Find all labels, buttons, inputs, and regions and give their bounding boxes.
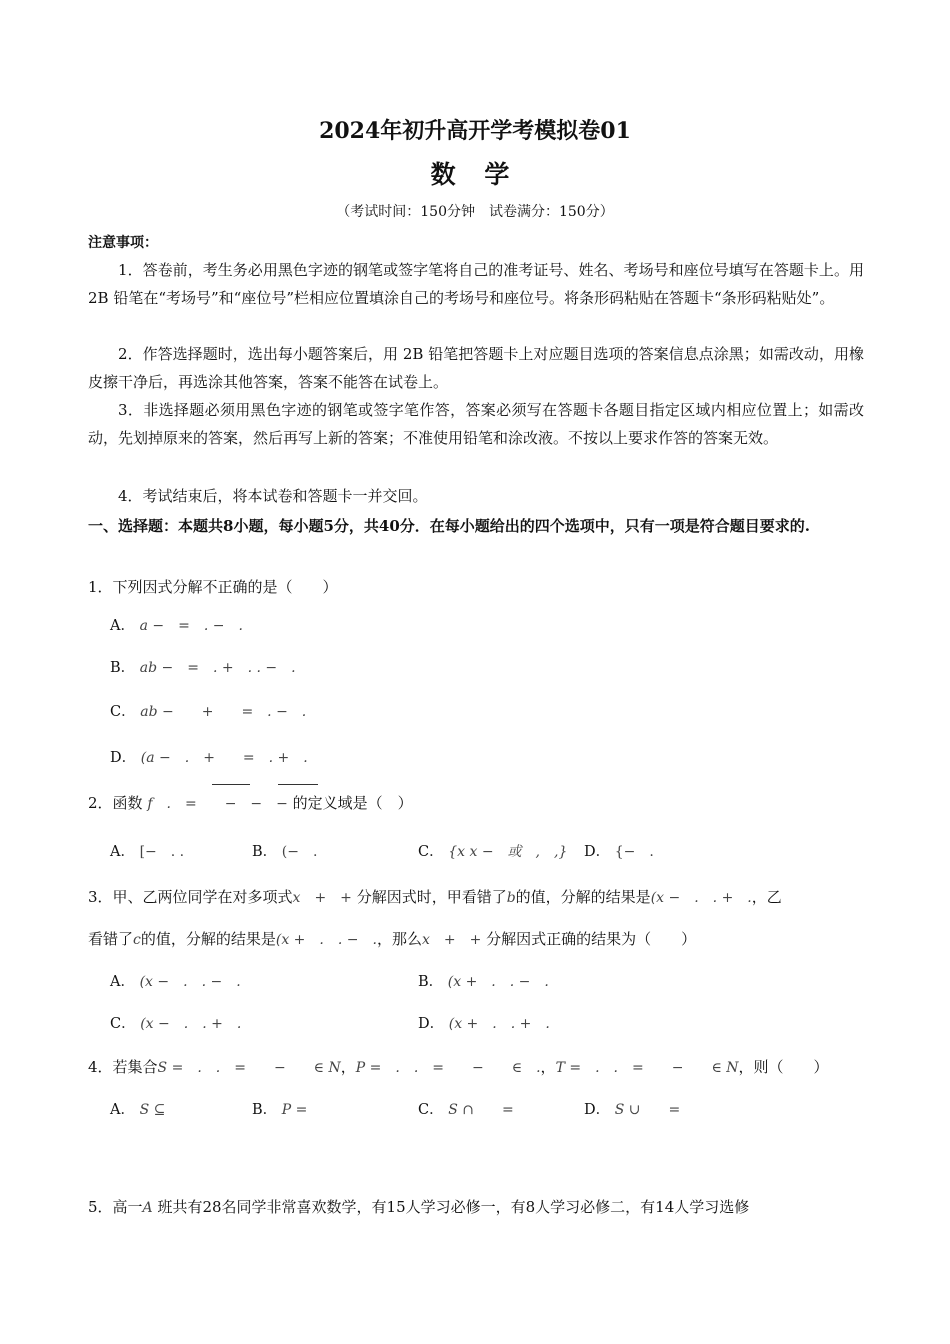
- q5-text: 5．高一: [88, 1198, 143, 1216]
- q4-text: ，则（ ）: [738, 1058, 829, 1076]
- option-label: C．: [418, 844, 444, 860]
- q2-option-c: [418, 840, 567, 861]
- option-label: A．: [110, 1102, 135, 1118]
- q2-option-a: [110, 840, 184, 861]
- option-math: ab − = . + . . − .: [139, 660, 296, 676]
- q4-option-a: [110, 1098, 165, 1119]
- radical-bar-1: [212, 784, 250, 785]
- q3-text: 3．甲、乙两位同学在对多项式: [88, 888, 293, 906]
- q3-text: 看错了: [88, 930, 134, 948]
- option-label: A．: [110, 618, 135, 634]
- option-label: B．: [252, 1102, 278, 1118]
- option-math: a − = . − .: [139, 618, 243, 634]
- exam-title: 2024年初升高开学考模拟卷01: [319, 118, 631, 144]
- q4-option-b: [252, 1098, 307, 1119]
- option-label: B．: [418, 974, 444, 990]
- option-label: D．: [110, 750, 137, 766]
- q3-math: c: [133, 932, 141, 948]
- q4-text: 4．若集合: [88, 1058, 158, 1076]
- q2-option-b: [252, 840, 317, 861]
- q2-suffix: 的定义域是（ ）: [292, 794, 413, 812]
- option-math: {x x − 或 , ,}: [448, 844, 568, 860]
- q3-option-c: [110, 1012, 241, 1033]
- q3-option-b: [418, 970, 549, 991]
- option-math: S ⊆: [139, 1102, 166, 1118]
- q1-option-b: [110, 656, 296, 677]
- question-3-line-2: [88, 928, 696, 949]
- option-math: S ∪ =: [614, 1102, 681, 1118]
- option-label: B．: [252, 844, 278, 860]
- q3-text: ，那么: [376, 930, 422, 948]
- option-label: B．: [110, 660, 136, 676]
- q3-text: 的值，分解的结果是: [515, 888, 651, 906]
- option-label: C．: [110, 1016, 136, 1032]
- radical-bar-2: [278, 784, 318, 785]
- q2-option-d: [584, 840, 654, 861]
- q3-math: b: [506, 890, 516, 906]
- question-1-stem: 1．下列因式分解不正确的是（ ）: [88, 578, 338, 596]
- notice-item-1: 1．答卷前，考生务必用黑色字迹的钢笔或签字笔将自己的准考证号、姓名、考场号和座位号填写在答题卡上。用 2B 铅笔在“考场号”和“座位号”栏相应位置填涂自己的考场号和座位号。将条形码粘贴在答题卡“条形码粘贴处”。: [88, 261, 864, 307]
- q3-option-a: [110, 970, 241, 991]
- option-math: ab − + = . − .: [140, 704, 307, 720]
- q3-text: 分解因式正确的结果为（ ）: [486, 930, 697, 948]
- subject-title: 数 学: [430, 160, 520, 189]
- q3-math: x + +: [421, 932, 482, 948]
- q4-math: S = . . = − ∈ N: [157, 1060, 341, 1076]
- option-label: C．: [110, 704, 136, 720]
- q4-math: T = . . = − ∈ N: [555, 1060, 739, 1076]
- option-label: A．: [110, 974, 135, 990]
- q2-function: f . = − − −: [147, 796, 288, 812]
- exam-info: （考试时间：150分钟 试卷满分：150分）: [336, 204, 614, 220]
- question-4-stem: [88, 1056, 829, 1077]
- q3-text: ，乙: [751, 888, 782, 906]
- q1-option-d: [110, 746, 308, 767]
- q4-text: ，: [540, 1058, 556, 1076]
- option-label: C．: [418, 1102, 444, 1118]
- question-5-stem: [88, 1196, 749, 1217]
- question-3-line-1: [88, 886, 782, 907]
- option-math: [− . .: [139, 844, 185, 860]
- notice-item-4: 4．考试结束后，将本试卷和答题卡一并交回。: [118, 487, 428, 505]
- q1-option-a: [110, 614, 243, 635]
- q4-option-d: [584, 1098, 680, 1119]
- q4-math: P = . . = − ∈ .: [355, 1060, 541, 1076]
- option-label: A．: [110, 844, 135, 860]
- q3-math: (x + . . − .: [275, 932, 377, 948]
- option-math: (x − . . + .: [140, 1016, 242, 1032]
- q5-text: 班共有28名同学非常喜欢数学，有15人学习必修一，有8人学习必修二，有14人学习选修: [157, 1198, 750, 1216]
- q4-text: ，: [340, 1058, 356, 1076]
- option-math: {− .: [614, 844, 654, 860]
- option-label: D．: [584, 844, 611, 860]
- notice-item-2: 2．作答选择题时，选出每小题答案后，用 2B 铅笔把答题卡上对应题目选项的答案信息点涂黑；如需改动，用橡皮擦干净后，再选涂其他答案，答案不能答在试卷上。: [88, 345, 864, 391]
- q3-text: 分解因式时，甲看错了: [356, 888, 507, 906]
- option-math: (x − . . − .: [139, 974, 241, 990]
- notice-heading: 注意事项：: [88, 235, 158, 251]
- question-2-stem: [88, 792, 413, 813]
- q3-math: (x − . . + .: [650, 890, 752, 906]
- option-math: (a − . + = . + .: [140, 750, 308, 766]
- q3-math: x + +: [292, 890, 352, 906]
- option-math: (x + . . − .: [447, 974, 549, 990]
- option-math: (− .: [281, 844, 318, 860]
- section-heading: 一、选择题：本题共8小题，每小题5分，共40分．在每小题给出的四个选项中，只有一项是符合题目要求的.: [88, 517, 810, 535]
- option-math: (x + . . + .: [448, 1016, 550, 1032]
- q5-math: A: [142, 1200, 153, 1216]
- q2-prefix: 2．函数: [88, 794, 143, 812]
- option-math: S ∩ =: [448, 1102, 514, 1118]
- q4-option-c: [418, 1098, 514, 1119]
- q1-option-c: [110, 700, 306, 721]
- option-label: D．: [418, 1016, 445, 1032]
- q3-text: 的值，分解的结果是: [140, 930, 276, 948]
- option-label: D．: [584, 1102, 611, 1118]
- notice-item-3: 3．非选择题必须用黑色字迹的钢笔或签字笔作答，答案必须写在答题卡各题目指定区域内相应位置上；如需改动，先划掉原来的答案，然后再写上新的答案；不准使用铅笔和涂改液。不按以上要求作答的答案无效。: [88, 401, 864, 447]
- q3-option-d: [418, 1012, 550, 1033]
- option-math: P =: [281, 1102, 308, 1118]
